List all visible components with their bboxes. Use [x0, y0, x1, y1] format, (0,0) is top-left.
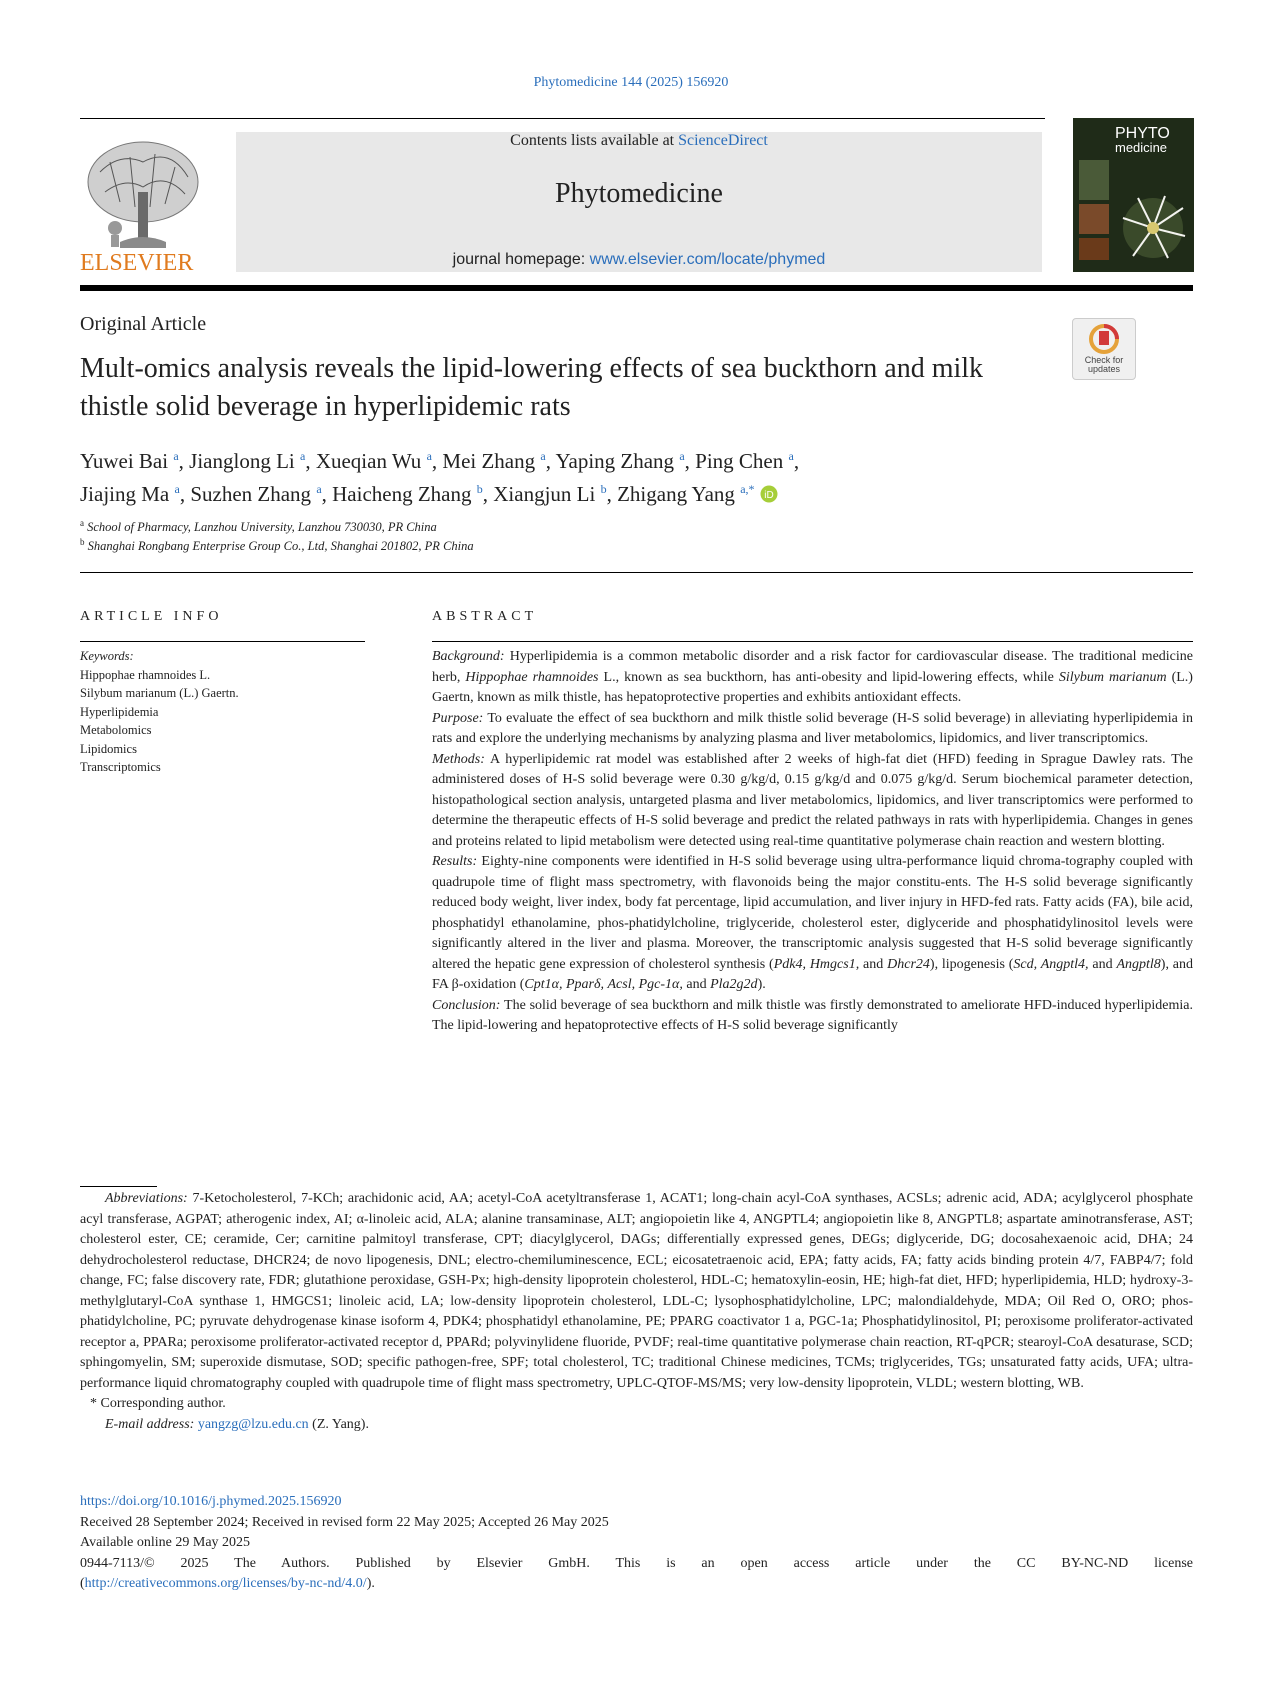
citation-link[interactable]: Phytomedicine 144 (2025) 156920 — [533, 75, 729, 90]
license-line: 0944-7113/© 2025 The Authors. Published by Elsevier GmbH. This is an open access article under the CC BY-NC-ND license — [80, 1555, 1193, 1571]
elsevier-wordmark: ELSEVIER — [80, 250, 194, 272]
article-info-heading: ARTICLE INFO — [80, 609, 223, 624]
doi-link[interactable]: https://doi.org/10.1016/j.phymed.2025.156920 — [80, 1494, 342, 1509]
keyword: Silybum marianum (L.) Gaertn. — [80, 686, 239, 700]
keywords-label: Keywords: — [80, 649, 134, 663]
journal-name: Phytomedicine — [555, 178, 723, 209]
author[interactable]: Ping Chen $^a$ — [695, 449, 794, 473]
abstract-purpose: Purpose: To evaluate the effect of sea buckthorn and milk thistle solid beverage (H-S solid beverage) in alleviating hyperlipidemia in rats and explore the underlying mechanisms by analyzing plasma and liver metabolomics, lipidomics, and liver transcriptomics. — [432, 710, 1193, 746]
license-url-line: (http://creativecommons.org/licenses/by-nc-nd/4.0/). — [80, 1576, 375, 1591]
received-dates: Received 28 September 2024; Received in revised form 22 May 2025; Accepted 26 May 2025 — [80, 1514, 609, 1530]
abstract-body — [432, 647, 1193, 1037]
homepage-line: journal homepage: www.elsevier.com/locate/phymed — [452, 251, 826, 268]
crossmark-icon — [1073, 319, 1135, 379]
journal-cover-image — [1073, 118, 1194, 272]
author[interactable]: Suzhen Zhang $^a$ — [190, 482, 322, 506]
abstract-background: Background: Hyperlipidemia is a common metabolic disorder and a risk factor for cardiovascular disease. The traditional medicine herb, Hippophae rhamnoides L., known as sea buckthorn, has anti-obesity and lipid-lowering effects, while Silybum marianum (L.) Gaertn, known as milk thistle, has hepatoprotective properties and exhibits antioxidant effects. — [432, 649, 1193, 705]
license-link[interactable]: http://creativecommons.org/licenses/by-nc-nd/4.0/ — [84, 1576, 367, 1591]
author[interactable]: Jianglong Li $^a$ — [189, 449, 306, 473]
abstract-heading: ABSTRACT — [432, 609, 538, 624]
sciencedirect-link[interactable]: ScienceDirect — [678, 132, 768, 149]
article-title: Mult-omics analysis reveals the lipid-lowering effects of sea buckthorn and milk thistle solid beverage in hyperlipidemic rats — [80, 353, 984, 422]
keywords-list — [80, 647, 370, 777]
footnotes — [80, 1189, 1193, 1435]
contents-line: Contents lists available at ScienceDirect — [510, 132, 768, 149]
abstract-methods: Methods: A hyperlipidemic rat model was established after 2 weeks of high-fat diet (HFD) feeding in Sprague Dawley rats. The administered doses of H-S solid beverage were 0.30 g/kg/d, 0.15 g/kg/d and 0.075 g/kg/d. Serum biochemical parameter detection, histopathological section analysis, untargeted plasma and liver metabolomics, lipidomics, and liver transcriptomics were performed to determine the therapeutic effects of H-S solid beverage and predict the related pathways in rats with hyperlipidemia. Changes in genes and proteins related to lipid metabolism were detected using real-time quantitative polymerase chain reaction and western blotting. — [432, 751, 1193, 849]
author[interactable]: Yaping Zhang $^a$ — [555, 449, 685, 473]
email-link[interactable]: yangzg@lzu.edu.cn — [197, 1416, 309, 1432]
publication-info — [80, 1492, 1193, 1595]
abstract-results: Results: Eighty-nine components were identified in H-S solid beverage using ultra-performance liquid chroma-tography coupled with quadrupole time of flight mass spectrometry, with flavonoids being the major constitu-ents. The H-S solid beverage significantly reduced body weight, liver index, body fat percentage, lipid accumulation, and liver injury in HFD-fed rats. Fatty acids (FA), bile acid, phosphatidyl ethanolamine, phos-phatidylcholine, triglyceride, cholesterol ester, diglyceride and phosphatidylinositol levels were significantly altered in the liver and plasma. Moreover, the transcriptomic analysis suggested that H-S solid beverage significantly altered the hepatic gene expression of cholesterol synthesis (Pdk4, Hmgcs1, and Dhcr24), lipogenesis (Scd, Angptl4, and Angptl8), and FA β-oxidation (Cpt1α, Pparδ, Acsl, Pgc-1α, and Pla2g2d). — [432, 854, 1194, 992]
author[interactable]: Xueqian Wu $^a$ — [315, 449, 432, 473]
author[interactable]: Mei Zhang $^a$ — [442, 449, 546, 473]
email-note: E-mail address: yangzg@lzu.edu.cn (Z. Yang). — [105, 1416, 369, 1432]
header-rule — [80, 118, 1045, 119]
author[interactable]: Yuwei Bai $^a$ — [80, 449, 179, 473]
svg-text:updates: updates — [1087, 364, 1121, 374]
header-thick-rule — [80, 285, 1193, 291]
abstract-rule — [432, 641, 1193, 642]
keyword: Hyperlipidemia — [80, 704, 159, 719]
check-for-updates-button[interactable] — [1072, 318, 1136, 380]
abbreviations: Abbreviations: 7-Ketocholesterol, 7-KCh; arachidonic acid, AA; acetyl-CoA acetyltransferase 1, ACAT1; long-chain acyl-CoA synthases, ACSLs; adrenic acid, ADA; acylglycerol phosphate acyl transferase, AGPAT; atherogenic index, AI; α-linoleic acid, ALA; alanine transaminase, ALT; angiopoietin like 4, ANGPTL4; angiopoietin like 8, ANGPTL8; aspartate aminotransferase, AST; cholesterol ester, CE; ceramide, Cer; carnitine palmitoyl transferase, CPT; diacylglycerol, DAGs; differentially expressed genes, DEGs; diglyceride, DG; docosahexaenoic acid, DHA; 24 dehydrocholesterol reductase, DHCR24; de novo lipogenesis, DNL; electro-chemiluminescence, ECL; eicosatetraenoic acid, EPA; fatty acids, FA; fatty acids binding protein 4/7, FABP4/7; fold change, FC; false discovery rate, FDR; glutathione peroxidase, GSH-Px; high-density lipoprotein cholesterol, HDL-C; hematoxylin-eosin, HE; high-fat diet, HFD; hyperlipidemia, HLD; hydroxy-3-methylglutaryl-CoA synthase 1, HMGCS1; linoleic acid, LA; low-density lipoprotein cholesterol, LDL-C; lysophosphatidylcholine, LPC; malondialdehyde, MDA; Oil Red O, ORO; phos-phatidylcholine, PC; pyruvate dehydrogenase kinase isoform 4, PDK4; phosphatidyl ethanolamine, PE; PPARG coactivator 1 a, PGC-1a; Phosphatidylinositol, PI; peroxisome proliferator-activated receptor a, PPARa; peroxisome proliferator-activated receptor d, PPARd; polyvinylidene fluoride, PVDF; real-time quantitative polymerase chain reaction, RT-qPCR; stearoyl-CoA desaturase, SCD; sphingomyelin, SM; superoxide dismutase, SOD; specific pathogen-free, SPF; total cholesterol, TC; traditional Chinese medicines, TCMs; triglycerides, TGs; unsaturated fatty acids, UFA; ultra-performance liquid chromatography coupled with quadrupole time of flight mass spectrometry, UPLC-QTOF-MS/MS; very low-density lipoprotein, VLDL; western blotting, WB. — [80, 1191, 1193, 1391]
cover-title-1: PHYTO — [1115, 125, 1170, 142]
abstract-conclusion: Conclusion: The solid beverage of sea buckthorn and milk thistle was firstly demonstrated to ameliorate HFD-induced hyperlipidemia. The lipid-lowering and hepatoprotective effects of H-S solid beverage significantly — [432, 997, 1193, 1033]
author[interactable]: Jiajing Ma $^a$ — [80, 482, 180, 506]
orcid-icon[interactable] — [760, 485, 778, 503]
svg-text:Check for: Check for — [1084, 355, 1124, 365]
article-type: Original Article — [80, 313, 207, 335]
author-list: Yuwei Bai $^a$, Jianglong Li $^a$, Xueqian Wu $^a$, Mei Zhang $^a$, Yaping Zhang $^a$, Ping Chen $^a$, Jiajing Ma $^a$, Suzhen Zhang $^a$, Haicheng Zhang $^b$, Xiangjun Li $^b$, Zhigang Yang $^{a,*}$ iD — [80, 449, 800, 506]
svg-text:iD: iD — [764, 490, 774, 501]
affiliation: $^b$ Shanghai Rongbang Enterprise Group Co., Ltd, Shanghai 201802, PR China — [80, 537, 474, 554]
elsevier-logo — [80, 132, 206, 272]
journal-cover — [1073, 118, 1194, 272]
keyword: Lipidomics — [80, 741, 137, 756]
article-info-rule — [80, 641, 365, 642]
cover-title-2: medicine — [1115, 140, 1168, 155]
keyword: Transcriptomics — [80, 760, 161, 774]
author[interactable]: Haicheng Zhang $^b$ — [332, 482, 483, 506]
available-online: Available online 29 May 2025 — [80, 1535, 251, 1550]
corresponding-author-note: * Corresponding author. — [90, 1396, 226, 1411]
section-rule — [80, 572, 1193, 573]
author[interactable]: Xiangjun Li $^b$ — [493, 482, 607, 506]
affiliation: $^a$ School of Pharmacy, Lanzhou University, Lanzhou 730030, PR China — [80, 518, 437, 535]
journal-citation[interactable] — [0, 75, 1262, 91]
author[interactable]: Zhigang Yang $^{a,*}$ — [617, 482, 755, 506]
journal-homepage-link[interactable]: www.elsevier.com/locate/phymed — [589, 251, 826, 268]
journal-header-box — [236, 132, 1042, 272]
elsevier-tree-icon — [80, 132, 206, 272]
footnote-rule — [80, 1186, 157, 1187]
keyword: Hippophae rhamnoides L. — [80, 667, 211, 682]
keyword: Metabolomics — [80, 723, 152, 737]
